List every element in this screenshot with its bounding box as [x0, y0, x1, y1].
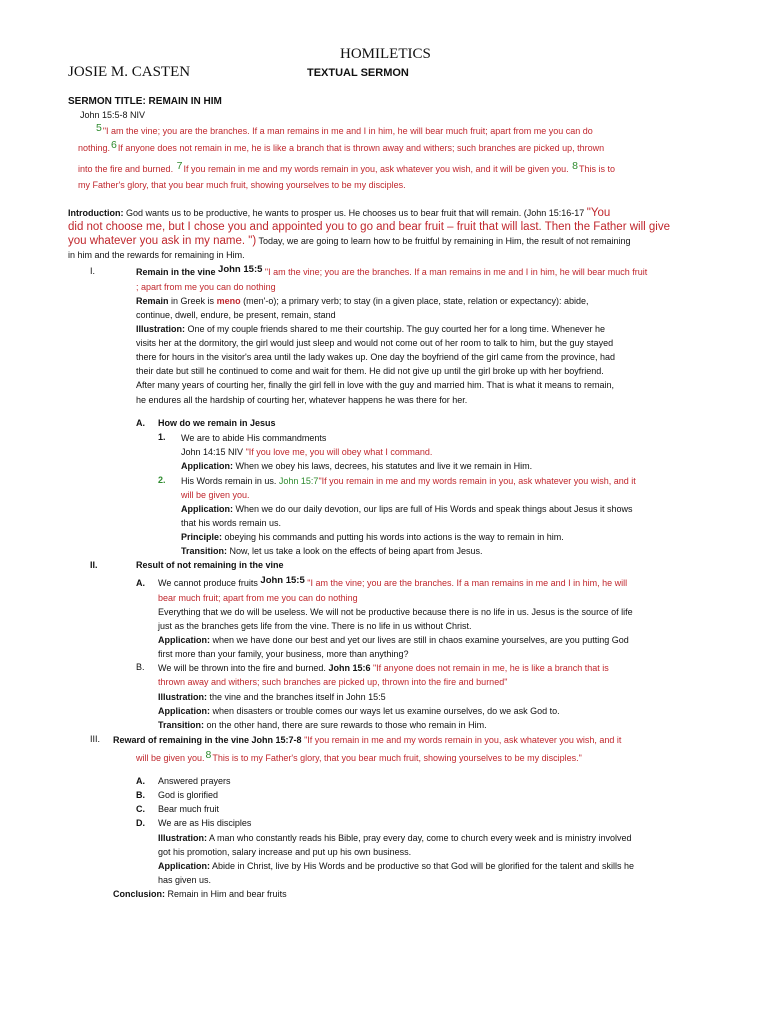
verse-text: nothing. [78, 143, 111, 153]
item-1-text: We are to abide His commandments [181, 433, 327, 443]
point-3-application-line-2: has given us. [158, 875, 212, 885]
point-3-application [158, 859, 718, 873]
verse-number: 6 [111, 139, 117, 151]
reward-item: God is glorified [158, 790, 219, 800]
item-1-application [181, 459, 711, 473]
item-text: His Words remain in us. [181, 476, 277, 486]
point-2a-quote-line-2: bear much fruit; apart from me you can do nothing [158, 593, 358, 603]
principle-text: obeying his commands and putting his words into actions is the way to remain in him. [224, 532, 564, 542]
introduction-quote: "You [586, 207, 611, 219]
definition-text: in Greek is [171, 296, 215, 306]
sermon-title: SERMON TITLE: REMAIN IN HIM [68, 96, 222, 107]
point-2b-quote-line-2: thrown away and withers; such branches are picked up, thrown into the fire and burned" [158, 677, 508, 687]
verse-number: 7 [176, 160, 183, 172]
definition-text: (men'-o); a primary verb; to stay (in a given place, state, relation or expectancy): abide, [243, 296, 589, 306]
illustration-text: A man who constantly reads his Bible, pray every day, come to church every week and is ministry involved [209, 833, 632, 843]
verse-text: my Father's glory, that you bear much fruit, showing yourselves to be my disciples. [78, 180, 406, 190]
application-text: Abide in Christ, live by His Words and be productive so that God will be glorified for the talent and skills he [212, 861, 635, 871]
scripture-quote: This is to my Father's glory, that you bear much fruit, showing yourselves to be my disciples." [212, 753, 582, 763]
point-2a-body-line-1: Everything that we do will be useless. We will not be productive because there is no life in us. Jesus is the source of life [158, 607, 633, 617]
scripture-reference: John 15:6 [328, 663, 371, 673]
illustration-label: Illustration: [158, 692, 207, 702]
introduction-label: Introduction: [68, 208, 124, 218]
reward-item: Bear much fruit [158, 804, 220, 814]
application-text: When we do our daily devotion, our lips are full of His Words and speak things about Jesus it shows [235, 504, 633, 514]
scripture-line-3 [78, 162, 708, 176]
point-2b-transition [158, 718, 718, 732]
point-number: III. [90, 734, 101, 744]
point-2b-illustration [158, 690, 718, 704]
reward-letter: D. [136, 818, 145, 828]
verse-text: If you remain in me and my words remain in you, ask whatever you wish, and it will be given you. [183, 164, 569, 174]
item-number: 2. [158, 475, 166, 485]
verse-text: into the fire and burned. [78, 164, 174, 174]
scripture-reference: John 15:5 [260, 575, 305, 586]
greek-definition-line-1 [136, 294, 716, 308]
illustration-line-6: he endures all the hardship of courting her, whatever happens he was there for her. [136, 395, 468, 405]
introduction-line-4: in him and the rewards for remaining in Him. [68, 250, 245, 260]
transition-label: Transition: [181, 546, 228, 556]
point-2b-application [158, 704, 718, 718]
conclusion [113, 887, 713, 901]
point-1-heading [136, 265, 716, 280]
conclusion-label: Conclusion: [113, 889, 165, 899]
scripture-reference: John 15:7 [278, 476, 319, 486]
scripture-line-2 [78, 141, 708, 155]
item-2-application [181, 502, 711, 516]
transition-text: Now, let us take a look on the effects of being apart from Jesus. [229, 546, 483, 556]
subpoint-title: How do we remain in Jesus [158, 418, 276, 428]
illustration-label: Illustration: [158, 833, 207, 843]
point-title: Remain in the vine [136, 267, 216, 277]
principle [181, 530, 711, 544]
illustration-line-1 [136, 322, 716, 336]
scripture-line-1 [95, 124, 715, 138]
item-1-scripture [181, 445, 711, 459]
transition [181, 544, 711, 558]
verse-number: 8 [205, 749, 212, 761]
application-text: When we obey his laws, decrees, his statutes and live it we remain in Him. [235, 461, 533, 471]
point-2a-application-line-2: first more than your family, your business, more than anything? [158, 649, 409, 659]
subpoint-letter: A. [136, 418, 145, 428]
scripture-quote: "If you love me, you will obey what I command. [245, 447, 433, 457]
scripture-reference: John 14:15 NIV [181, 447, 244, 457]
reward-item: Answered prayers [158, 776, 231, 786]
point-2b-heading [158, 661, 718, 675]
principle-label: Principle: [181, 532, 223, 542]
illustration-line-3: there for hours in the visitor's area until the lady wakes up. One day the boyfriend of the girl came from the province, had [136, 352, 615, 362]
introduction-quote: you whatever you ask in my name. ") [68, 235, 257, 247]
sermon-type: TEXTUAL SERMON [307, 67, 409, 79]
verse-text: "I am the vine; you are the branches. If a man remains in me and I in him, he will bear much fruit; apart from me you can do [102, 126, 593, 136]
point-3-quote-line-2 [136, 751, 716, 765]
scripture-quote: "If anyone does not remain in me, he is like a branch that is [372, 663, 609, 673]
introduction-text: God wants us to be productive, he wants to prosper us. He chooses us to bear fruit that will remain. (John 15:16-17 [126, 208, 585, 218]
verse-number: 5 [96, 122, 102, 134]
greek-definition-line-2: continue, dwell, endure, be present, remain, stand [136, 310, 336, 320]
subpoint-letter: A. [136, 578, 145, 588]
author-name: JOSIE M. CASTEN [68, 64, 191, 80]
subpoint-text: We cannot produce fruits [158, 578, 258, 588]
application-label: Application: [158, 635, 210, 645]
application-label: Application: [158, 861, 210, 871]
scripture-quote: "I am the vine; you are the branches. If a man remains in me and I in him, he will [307, 578, 628, 588]
introduction-line-3 [68, 234, 708, 248]
application-label: Application: [181, 461, 233, 471]
scripture-reference: John 15:5-8 NIV [80, 110, 146, 120]
transition-label: Transition: [158, 720, 205, 730]
document-heading: HOMILETICS [340, 46, 431, 62]
point-2a-body-line-2: just as the branches gets life from the vine. There is no life in us without Christ. [158, 621, 472, 631]
application-label: Application: [158, 706, 210, 716]
illustration-line-4: their date but still he continued to come and wait for them. He did not give up until the girl broke up with her boyfriend. [136, 366, 604, 376]
point-quote: "I am the vine; you are the branches. If a man remains in me and I in him, he will bear much fruit [264, 267, 648, 277]
item-number: 1. [158, 432, 166, 442]
reward-letter: B. [136, 790, 145, 800]
scripture-quote: "If you remain in me and my words remain in you, ask whatever you wish, and it [318, 476, 636, 486]
conclusion-text: Remain in Him and bear fruits [167, 889, 287, 899]
scripture-quote: will be given you. [136, 753, 205, 763]
transition-text: on the other hand, there are sure rewards to those who remain in Him. [206, 720, 487, 730]
introduction-quote-line-2: did not choose me, but I chose you and appointed you to go and bear fruit – fruit that will last. Then the Father will give [68, 221, 670, 233]
subpoint-letter: B. [136, 662, 145, 672]
remain-label: Remain [136, 296, 169, 306]
application-text: when we have done our best and yet our lives are still in chaos examine yourselves, are you putting God [212, 635, 629, 645]
verse-number: 8 [572, 160, 578, 172]
point-3-illustration [158, 831, 718, 845]
item-2-application-line-2: that his words remain us. [181, 518, 282, 528]
reward-letter: A. [136, 776, 145, 786]
point-1-quote-line-2: ; apart from me you can do nothing [136, 282, 276, 292]
point-number: II. [90, 560, 98, 570]
item-2-text [181, 474, 711, 488]
introduction-text: Today, we are going to learn how to be fruitful by remaining in Him, the result of not remaining [258, 236, 631, 246]
illustration-line-2: visits her at the dormitory, the girl would just sleep and would not come out of her room to talk to him, but the guy stayed [136, 338, 614, 348]
illustration-label: Illustration: [136, 324, 185, 334]
verse-text: This is to [578, 164, 615, 174]
illustration-text: One of my couple friends shared to me their courtship. The guy courted her for a long time. Whenever he [187, 324, 606, 334]
point-2a-heading [158, 576, 718, 591]
point-title: Reward of remaining in the vine John 15:7-8 [113, 735, 302, 745]
application-label: Application: [181, 504, 233, 514]
point-2a-application [158, 633, 718, 647]
illustration-text: the vine and the branches itself in John 15:5 [209, 692, 386, 702]
point-number: I. [90, 266, 96, 276]
point-reference: John 15:5 [218, 264, 263, 275]
scripture-line-4 [78, 178, 708, 192]
application-text: when disasters or trouble comes our ways let us examine ourselves, do we ask God to. [212, 706, 560, 716]
introduction-line-1 [68, 206, 708, 220]
verse-text: If anyone does not remain in me, he is like a branch that is thrown away and withers; such branches are picked up, thrown [117, 143, 605, 153]
subpoint-text: We will be thrown into the fire and burned. [158, 663, 326, 673]
scripture-quote: "If you remain in me and my words remain in you, ask whatever you wish, and it [304, 735, 622, 745]
point-3-heading [113, 733, 713, 747]
reward-letter: C. [136, 804, 145, 814]
reward-item: We are as His disciples [158, 818, 252, 828]
point-2-title: Result of not remaining in the vine [136, 560, 284, 570]
point-3-illustration-line-2: got his promotion, salary increase and put up his own business. [158, 847, 412, 857]
item-2-quote-line-2: will be given you. [181, 490, 250, 500]
greek-word: meno [216, 296, 241, 306]
illustration-line-5: After many years of courting her, finally the girl fell in love with the guy and married him. That is what it means to remain, [136, 380, 615, 390]
